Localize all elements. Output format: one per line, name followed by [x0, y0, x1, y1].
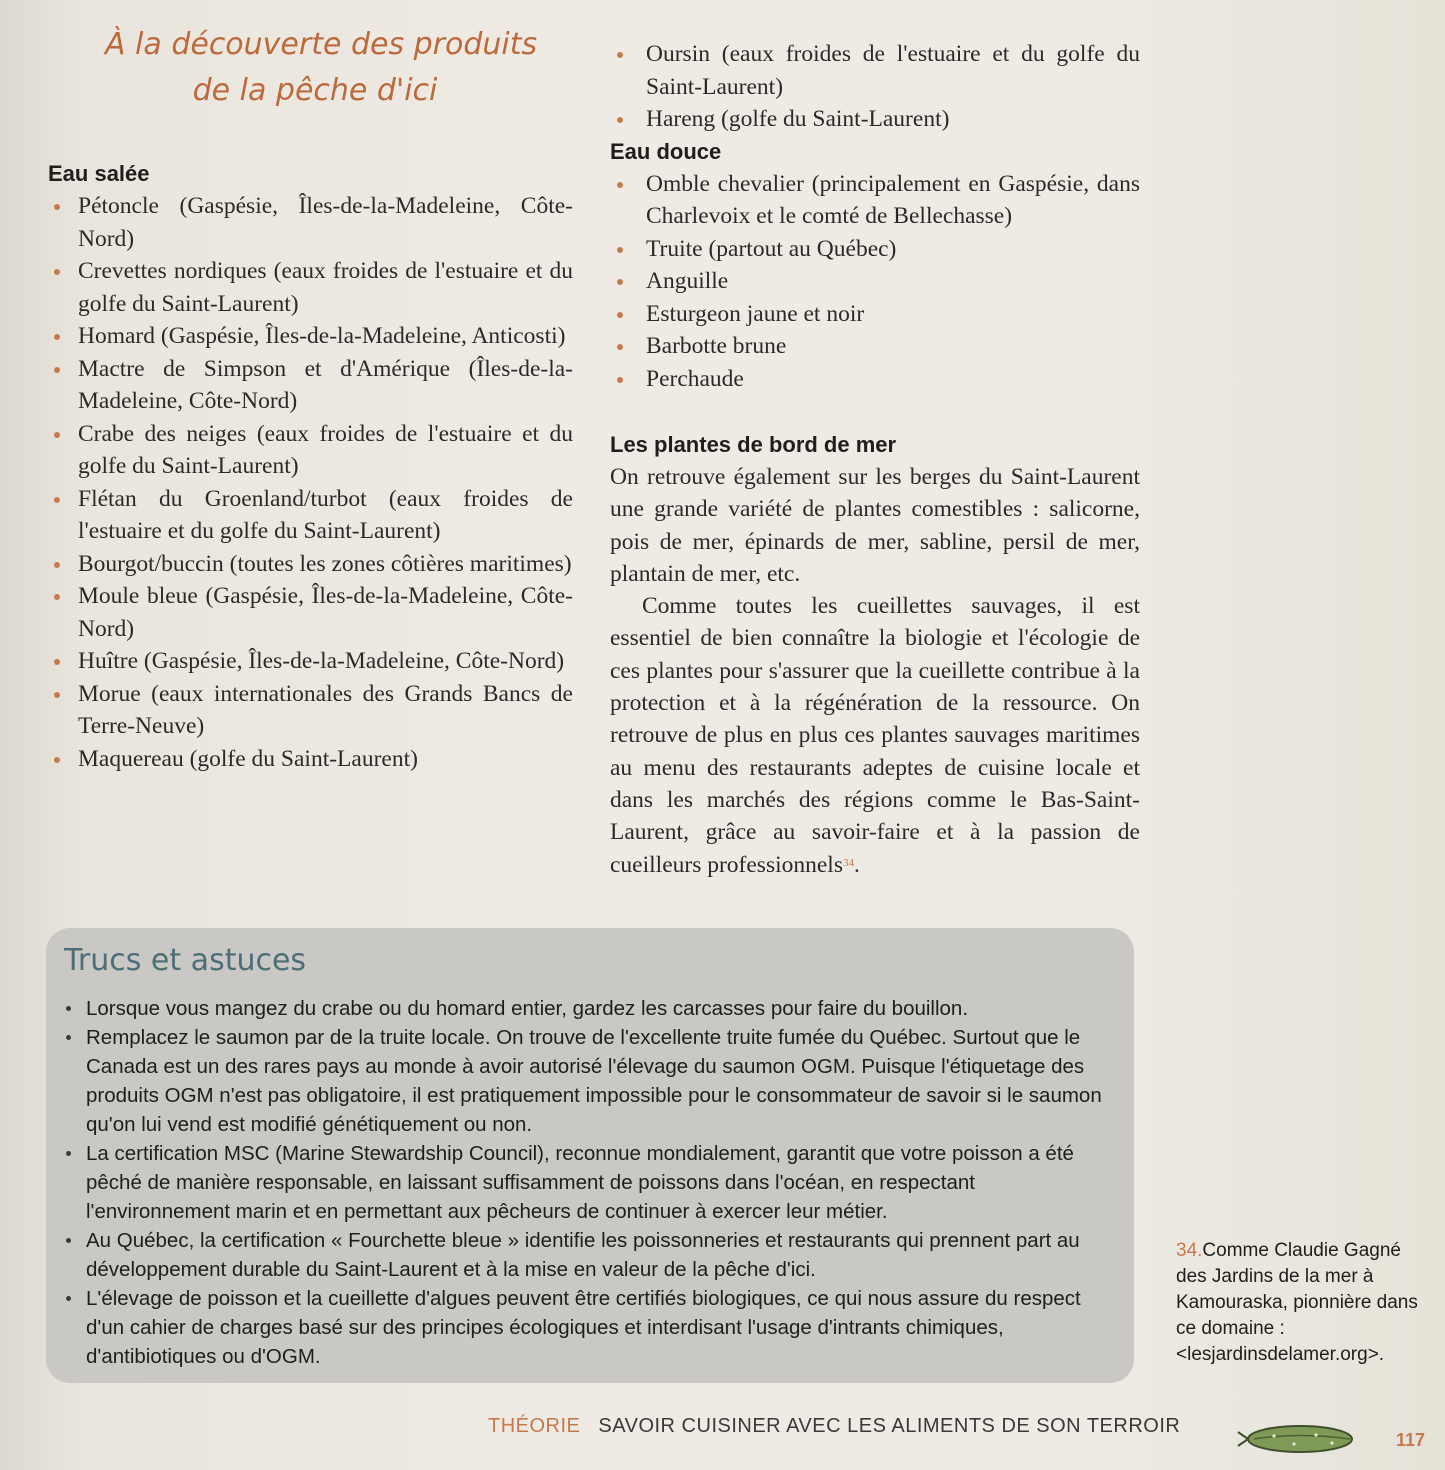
- bullet-dot-icon: [54, 367, 60, 373]
- right-column: [610, 38, 1140, 881]
- list-item: [48, 743, 573, 776]
- bullet-dot-icon: [54, 659, 60, 665]
- bullet-dot-icon: [66, 1006, 71, 1011]
- list-item-text: Oursin (eaux froides de l'estuaire et du golfe du Saint-Laurent): [646, 41, 1140, 100]
- list-item: [48, 418, 573, 483]
- page-title-line-1: À la découverte des produits: [105, 27, 538, 62]
- list-item: [610, 298, 1140, 331]
- list-item: [48, 580, 573, 645]
- list-item-text: Hareng (golfe du Saint-Laurent): [646, 106, 950, 132]
- tip-item-text: Au Québec, la certification « Fourchette bleue » identifie les poissonneries et restaurants qui prennent part au développement durable du Saint-Laurent et à la mise en valeur de la pêche d'ici.: [86, 1229, 1080, 1281]
- list-item: [610, 103, 1140, 136]
- list-item: [48, 645, 573, 678]
- bullet-dot-icon: [617, 247, 623, 253]
- list-item-text: Bourgot/buccin (toutes les zones côtières maritimes): [78, 550, 572, 577]
- list-item: [48, 678, 573, 743]
- list-item: [610, 363, 1140, 396]
- salt-water-list: [48, 190, 573, 775]
- tip-item: [64, 1284, 1106, 1371]
- bullet-dot-icon: [54, 594, 60, 600]
- fresh-water-list: [610, 168, 1140, 396]
- page-number: 117: [1396, 1430, 1426, 1450]
- list-item: [48, 483, 573, 548]
- list-item-text: Perchaude: [646, 365, 744, 392]
- list-item: [610, 265, 1140, 298]
- bullet-dot-icon: [66, 1296, 71, 1301]
- list-item: [610, 168, 1140, 233]
- list-item-text: Morue (eaux internationales des Grands Bancs de Terre-Neuve): [78, 680, 573, 739]
- bullet-dot-icon: [617, 312, 623, 318]
- seaside-plants-heading: Les plantes de bord de mer: [610, 432, 897, 457]
- bullet-dot-icon: [54, 204, 60, 210]
- list-item-text: Anguille: [646, 268, 729, 294]
- footnote-text: Comme Claudie Gagné des Jardins de la mer à Kamouraska, pionnière dans ce domaine : <lesjardinsdelamer.org>.: [1176, 1240, 1418, 1365]
- tip-item: [64, 1139, 1106, 1226]
- tip-item-text: La certification MSC (Marine Stewardship Council), reconnue mondialement, garantit que votre poisson a été pêché de manière responsable, en laissant suffisamment de poissons dans l'océan, en respectant l'environnement marin et en permettant aux pêcheurs de continuer à exercer leur métier.: [86, 1142, 1074, 1223]
- footnote-reference: 34: [842, 856, 854, 869]
- list-item: [48, 353, 573, 418]
- list-item: [48, 190, 573, 255]
- bullet-dot-icon: [54, 497, 60, 503]
- list-item-text: Crevettes nordiques (eaux froides de l'estuaire et du golfe du Saint-Laurent): [78, 258, 573, 317]
- tip-item-text: Remplacez le saumon par de la truite locale. On trouve de l'excellente truite fumée du Québec. Surtout que le Canada est un des rares pays au monde à avoir autorisé l'élevage du saumon OGM. Puisque l'étiquetage des produits OGM n'est pas obligatoire, il est pratiquement impossible pour le consommateur de savoir si le saumon qu'on lui vend est modifié génétiquement ou non.: [86, 1026, 1102, 1136]
- list-item-text: Moule bleue (Gaspésie, Îles-de-la-Madeleine, Côte-Nord): [78, 583, 573, 642]
- bullet-dot-icon: [54, 432, 60, 438]
- seaside-plants-paragraph-2: [610, 590, 1140, 881]
- seaside-plants-paragraph-2-text: Comme toutes les cueillettes sauvages, il est essentiel de bien connaître la biologie et l'écologie de ces plantes pour s'assurer que la cueillette contribue à la protection et à la régénération de la ressource. On retrouve de plus en plus ces plantes sauvages maritimes au menu des restaurants adeptes de cuisine locale et dans les marchés des régions comme le Bas-Saint-Laurent, grâce au savoir-faire et à la passion de cueilleurs professionnels: [610, 593, 1140, 878]
- list-item: [48, 320, 573, 353]
- list-item: [610, 233, 1140, 266]
- footer-book-title: SAVOIR CUISINER AVEC LES ALIMENTS DE SON TERROIR: [598, 1415, 1181, 1437]
- list-item-text: Flétan du Groenland/turbot (eaux froides de l'estuaire et du golfe du Saint-Laurent): [78, 485, 573, 544]
- tips-box: [46, 928, 1134, 1383]
- list-item: [610, 38, 1140, 103]
- bullet-dot-icon: [617, 52, 623, 58]
- page-title: [105, 22, 538, 114]
- bullet-dot-icon: [54, 757, 60, 763]
- tips-list: [64, 994, 1106, 1371]
- tip-item: [64, 1226, 1106, 1284]
- list-item-text: Pétoncle (Gaspésie, Îles-de-la-Madeleine, Côte-Nord): [78, 193, 573, 252]
- bullet-dot-icon: [66, 1238, 71, 1243]
- list-item-text: Truite (partout au Québec): [646, 235, 897, 262]
- list-item-text: Maquereau (golfe du Saint-Laurent): [78, 745, 418, 772]
- page-footer: [488, 1410, 1180, 1442]
- tip-item: [64, 994, 1106, 1023]
- tip-item-text: L'élevage de poisson et la cueillette d'algues peuvent être certifiés biologiques, ce qui nous assure du respect d'un cahier de charges basé sur des principes écologiques et interdisant l'usage d'intrants chimiques, d'antibiotiques ou d'OGM.: [86, 1287, 1081, 1368]
- cucumber-leaf-icon: [1236, 1418, 1354, 1458]
- paragraph-end-punctuation: .: [853, 851, 860, 878]
- bullet-dot-icon: [66, 1151, 71, 1156]
- bullet-dot-icon: [617, 344, 623, 350]
- list-item-text: Barbotte brune: [646, 333, 787, 359]
- bullet-dot-icon: [617, 279, 623, 285]
- list-item: [48, 548, 573, 581]
- list-item-text: Huître (Gaspésie, Îles-de-la-Madeleine, Côte-Nord): [78, 648, 565, 674]
- bullet-dot-icon: [54, 562, 60, 568]
- list-item: [610, 330, 1140, 363]
- footer-section-label: THÉORIE: [488, 1415, 581, 1437]
- seaside-plants-paragraph-1: On retrouve également sur les berges du Saint-Laurent une grande variété de plantes comestibles : salicorne, pois de mer, épinards de mer, sabline, persil de mer, plantain de mer, etc.: [610, 464, 1140, 587]
- tip-item: [64, 1023, 1106, 1139]
- salt-water-list-continued: [610, 38, 1140, 136]
- footnote-number: 34.: [1176, 1240, 1203, 1261]
- bullet-dot-icon: [617, 182, 623, 188]
- list-item-text: Omble chevalier (principalement en Gaspésie, dans Charlevoix et le comté de Bellechasse): [646, 170, 1140, 229]
- bullet-dot-icon: [617, 117, 623, 123]
- page-title-line-2: de la pêche d'ici: [192, 73, 438, 108]
- bullet-dot-icon: [54, 334, 60, 340]
- list-item-text: Mactre de Simpson et d'Amérique (Îles-de-la-Madeleine, Côte-Nord): [78, 355, 573, 414]
- bullet-dot-icon: [66, 1035, 71, 1040]
- tips-title: Trucs et astuces: [64, 943, 307, 978]
- list-item-text: Crabe des neiges (eaux froides de l'estuaire et du golfe du Saint-Laurent): [78, 420, 573, 479]
- bullet-dot-icon: [54, 269, 60, 275]
- tip-item-text: Lorsque vous mangez du crabe ou du homard entier, gardez les carcasses pour faire du bouillon.: [86, 997, 969, 1020]
- salt-water-heading: Eau salée: [48, 161, 150, 186]
- bullet-dot-icon: [54, 692, 60, 698]
- list-item: [48, 255, 573, 320]
- left-column: [48, 158, 573, 775]
- fresh-water-heading: Eau douce: [610, 138, 722, 164]
- footnote: [1176, 1238, 1421, 1368]
- list-item-text: Homard (Gaspésie, Îles-de-la-Madeleine, Anticosti): [78, 323, 566, 349]
- list-item-text: Esturgeon jaune et noir: [646, 300, 865, 327]
- bullet-dot-icon: [617, 377, 623, 383]
